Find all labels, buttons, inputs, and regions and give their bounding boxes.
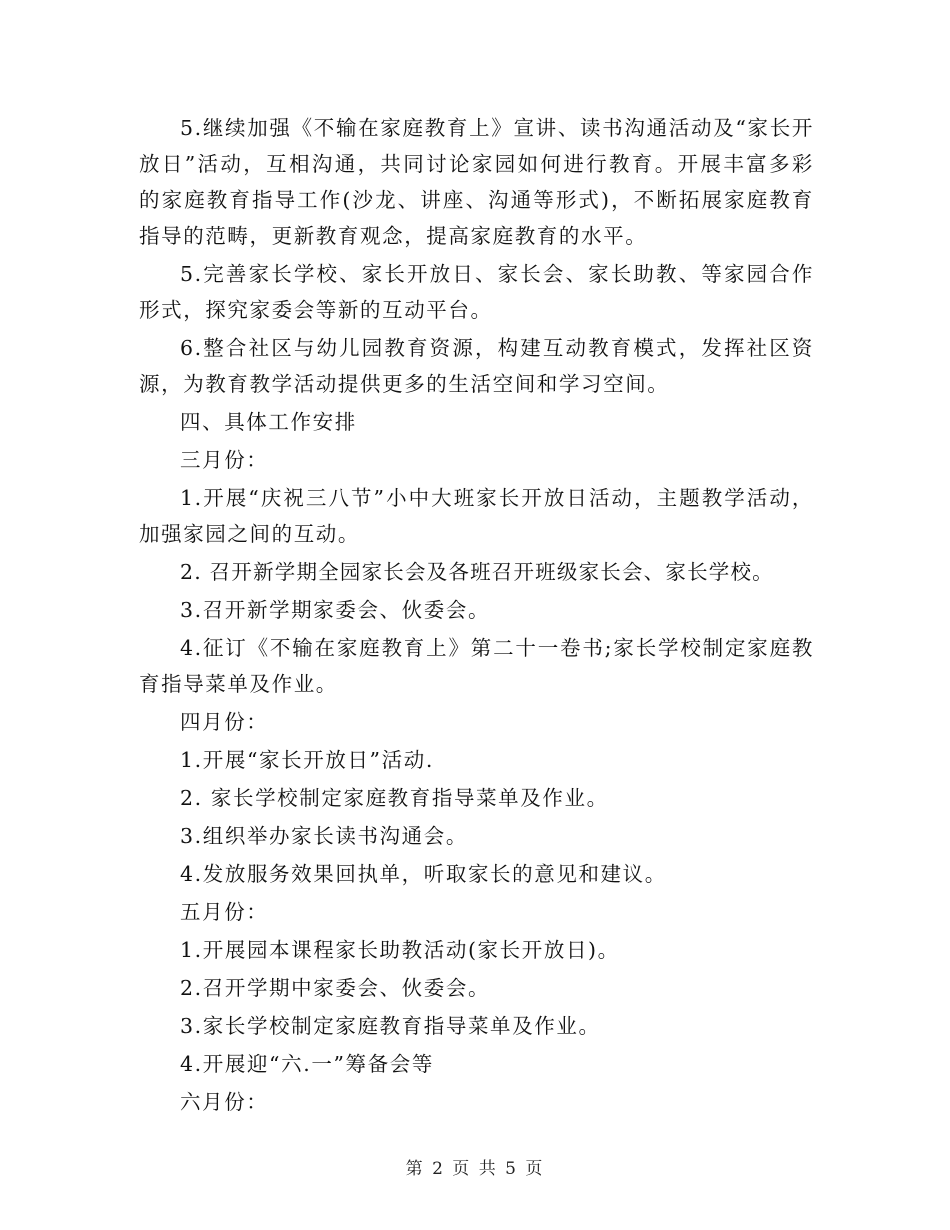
march-item-3: 3.召开新学期家委会、伙委会。 [180,598,491,622]
month-heading-may: 五月份： [180,900,269,924]
month-heading-june: 六月份： [180,1090,269,1114]
may-item-1: 1.开展园本课程家长助教活动(家长开放日)。 [180,938,620,962]
paragraph-item-5a: 5.继续加强《不输在家庭教育上》宣讲、读书沟通活动及“家长开放日”活动，互相沟通，共同讨论家园如何进行教育。开展丰富多彩的家庭教育指导工作(沙龙、讲座、沟通等形式)，不断拓展家庭教育指导的范畴，更新教育观念，提高家庭教育的水平。 [139,116,814,248]
page-number-footer: 第 2 页 共 5 页 [405,1159,545,1179]
march-item-2: 2. 召开新学期全园家长会及各班召开班级家长会、家长学校。 [180,560,774,584]
april-item-1: 1.开展“家长开放日”活动. [180,748,434,772]
may-item-3: 3.家长学校制定家庭教育指导菜单及作业。 [180,1014,601,1038]
april-item-4: 4.发放服务效果回执单，听取家长的意见和建议。 [180,862,667,886]
april-item-3: 3.组织举办家长读书沟通会。 [180,824,468,848]
section-heading: 四、具体工作安排 [180,410,357,434]
march-item-1: 1.开展“庆祝三八节”小中大班家长开放日活动，主题教学活动，加强家园之间的互动。 [139,486,814,546]
march-item-4: 4.征订《不输在家庭教育上》第二十一卷书;家长学校制定家庭教育指导菜单及作业。 [139,636,814,696]
may-item-4: 4.开展迎“六.一”筹备会等 [180,1052,434,1076]
april-item-2: 2. 家长学校制定家庭教育指导菜单及作业。 [180,786,609,810]
paragraph-item-5b: 5.完善家长学校、家长开放日、家长会、家长助教、等家园合作形式，探究家委会等新的互动平台。 [139,262,814,322]
month-heading-april: 四月份： [180,710,269,734]
month-heading-march: 三月份： [180,448,269,472]
document-body [139,110,814,1122]
paragraph-item-6: 6.整合社区与幼儿园教育资源，构建互动教育模式，发挥社区资源，为教育教学活动提供更多的生活空间和学习空间。 [139,336,814,396]
may-item-2: 2.召开学期中家委会、伙委会。 [180,976,491,1000]
